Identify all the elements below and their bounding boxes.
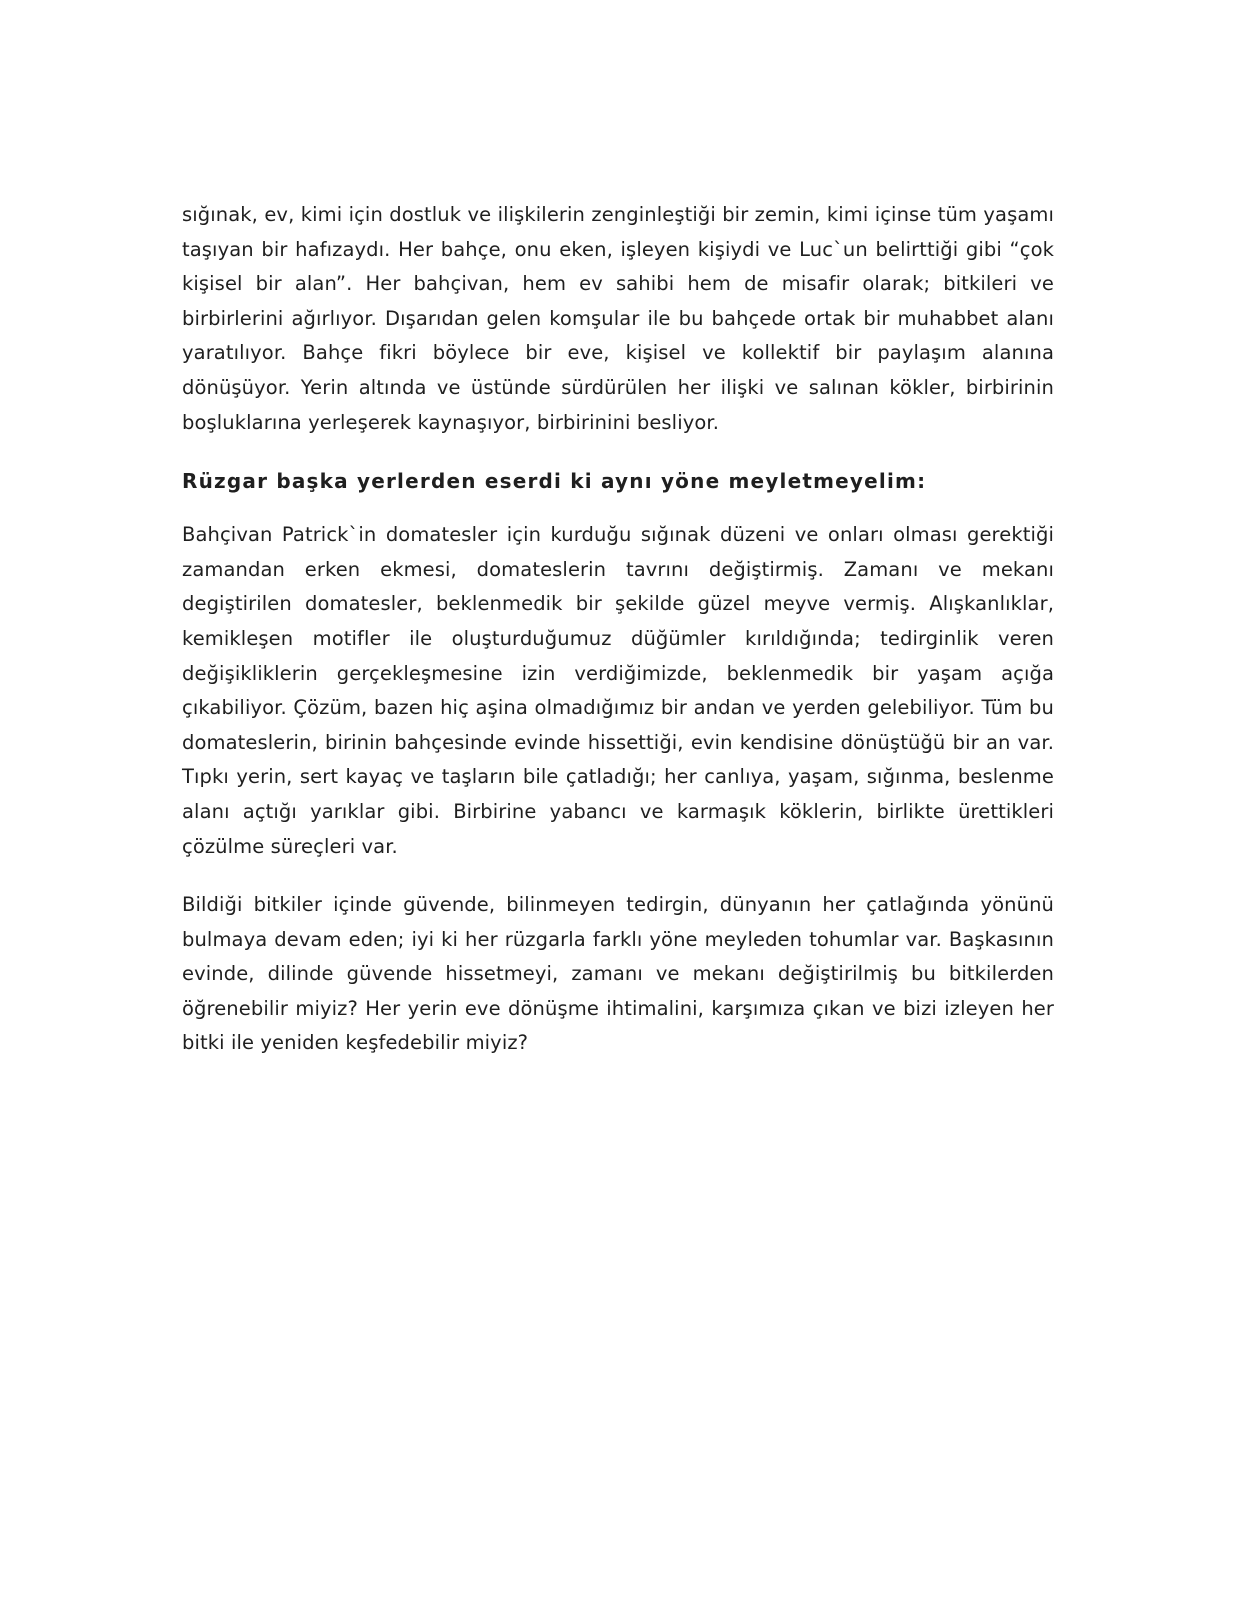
paragraph-garden-as-home: sığınak, ev, kimi için dostluk ve ilişkilerin zenginleştiği bir zemin, kimi içinse tüm yaşamı taşıyan bir hafızaydı. Her bahçe, onu eken, işleyen kişiydi ve Luc`un belirttiği gibi “çok kişisel bir alan”. Her bahçivan, hem ev sahibi hem de misafir olarak; bitkileri ve birbirlerini ağırlıyor. Dışarıdan gelen komşular ile bu bahçede ortak bir muhabbet alanı yaratılıyor. Bahçe fikri böylece bir eve, kişisel ve kollektif bir paylaşım alanına dönüşüyor. Yerin altında ve üstünde sürdürülen her ilişki ve salınan kökler, birbirinin boşluklarına yerleşerek kaynaşıyor, birbirinini besliyor. bbox=[182, 203, 1054, 434]
paragraph-tomatoes: Bahçivan Patrick`in domatesler için kurduğu sığınak düzeni ve onları olması gerektiği zamandan erken ekmesi, domateslerin tavrını değiştirmiş. Zamanı ve mekanı degiştirilen domatesler, beklenmedik bir şekilde güzel meyve vermiş. Alışkanlıklar, kemikleşen motifler ile oluşturduğumuz düğümler kırıldığında; tedirginlik veren değişikliklerin gerçekleşmesine izin verdiğimizde, beklenmedik bir yaşam açığa çıkabiliyor. Çözüm, bazen hiç aşina olmadığımız bir andan ve yerden gelebiliyor. Tüm bu domateslerin, birinin bahçesinde evinde hissettiği, evin kendisine dönüştüğü bir an var. Tıpkı yerin, sert kayaç ve taşların bile çatladığı; her canlıya, yaşam, sığınma, beslenme alanı açtığı yarıklar gibi. Birbirine yabancı ve karmaşık köklerin, birlikte ürettikleri çözülme süreçleri var. bbox=[182, 523, 1054, 858]
section-heading: Rüzgar başka yerlerden eserdi ki aynı yöne meyletmeyelim: bbox=[182, 469, 927, 494]
document-body bbox=[182, 198, 1054, 1061]
paragraph-seeds: Bildiği bitkiler içinde güvende, bilinmeyen tedirgin, dünyanın her çatlağında yönünü bulmaya devam eden; iyi ki her rüzgarla farklı yöne meyleden tohumlar var. Başkasının evinde, dilinde güvende hissetmeyi, zamanı ve mekanı değiştirilmiş bu bitkilerden öğrenebilir miyiz? Her yerin eve dönüşme ihtimalini, karşımıza çıkan ve bizi izleyen her bitki ile yeniden keşfedebilir miyiz? bbox=[182, 893, 1054, 1055]
